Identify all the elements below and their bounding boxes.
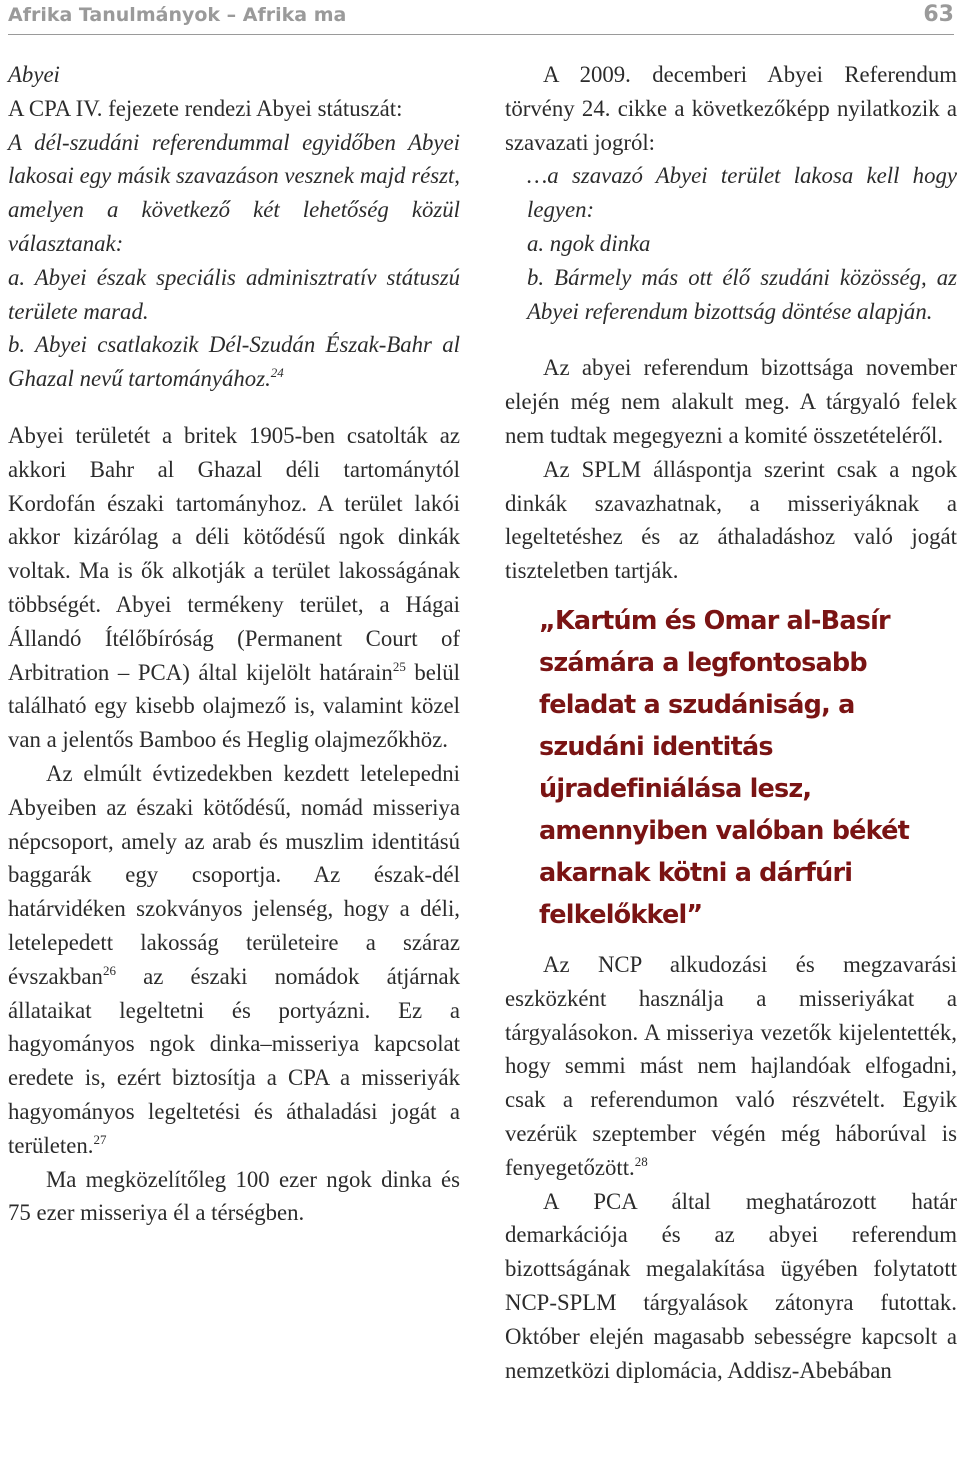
- history-text-2: belül található egy kisebb olajmező is, valamint közel van a jelentős Bamboo és Heglig olajmezőkhöz.: [8, 659, 460, 753]
- right-column: [505, 58, 957, 1387]
- body-paragraph-misseriya: [8, 757, 460, 1163]
- page-number: 63: [923, 2, 954, 27]
- box-option-b: [8, 328, 460, 396]
- misseriya-text-2: az északi nomádok átjárnak állataikat legeltetni és portyázni. Ez a hagyományos ngok dinka–misseriya kapcsolat eredete is, ezért biztosítja a CPA a misseriyák hagyományos legeltetési és áthaladási jogát a területen.: [8, 963, 460, 1158]
- ncp-text: Az NCP alkudozási és megzavarási eszközként használja a misseriyákat a tárgyalásokon. A misseriya vezetők kijelentették, hogy semmi mást nem hajlandóak elfogadni, csak a referendumon való részvételt. Egyik vezérük szeptember végén még háborúval is fenyegetőzött.: [505, 951, 957, 1180]
- journal-title: Afrika Tanulmányok – Afrika ma: [8, 4, 347, 26]
- box-option-a: a. Abyei észak speciális adminisztratív státuszú területe marad.: [8, 264, 460, 324]
- footnote-ref-27: 27: [93, 1131, 107, 1147]
- history-text-1: Abyei területét a britek 1905-ben csatolták az akkori Bahr al Ghazal déli tartománytól Kordofán északi tartományhoz. A terület lakói akkor kizárólag a déli kötődésű ngok dinkák voltak. Ma is ők alkotják a terület lakosságának többségét. Abyei termékeny terület, a Hágai Állandó Ítélőbíróság (Permanent Court of Arbitration – PCA) által kijelölt határain: [8, 422, 460, 685]
- law-intro: A 2009. decemberi Abyei Referendum törvény 24. cikke a következőképp nyilatkozik a szavazati jogról:: [505, 62, 957, 155]
- left-column: [8, 58, 460, 1230]
- footnote-ref-28: 28: [634, 1153, 648, 1169]
- footnote-ref-25: 25: [392, 658, 406, 674]
- box-option-b-text: b. Abyei csatlakozik Dél-Szudán Észak-Bahr al Ghazal nevű tartományához.: [8, 332, 460, 392]
- footnote-ref-26: 26: [102, 962, 116, 978]
- body-paragraph-history: [8, 419, 460, 757]
- law-quote: …a szavazó Abyei terület lakosa kell hogy legyen:: [527, 163, 957, 223]
- footnote-ref-24: 24: [270, 365, 284, 381]
- body-paragraph-committee: Az abyei referendum bizottsága november elején még nem alakult meg. A tárgyaló felek nem tudtak megegyezni a komité összetételéről.: [505, 355, 957, 448]
- misseriya-text-1: Az elmúlt évtizedekben kezdett letelepedni Abyeiben az északi kötődésű, nomád misseriya népcsoport, amely az arab és muszlim identitású baggarák egy csoportja. Az észak-dél határvidéken szokványos jelenség, hogy a déli, letelepedett lakosság területeire a száraz évszakban: [8, 760, 460, 989]
- pull-quote: „Kartúm és Omar al-Basír számára a legfontosabb feladat a szudániság, a szudáni identitás újradefiniálása lesz, amennyiben valóban békét akarnak kötni a dárfúri felkelőkkel”: [539, 605, 910, 930]
- box-quote: A dél-szudáni referendummal egyidőben Abyei lakosai egy másik szavazáson vesznek majd részt, amelyen a következő két lehetőség közül választanak:: [8, 129, 460, 256]
- law-option-b: b. Bármely más ott élő szudáni közösség, az Abyei referendum bizottság döntése alapján.: [527, 264, 957, 324]
- body-paragraph-population: Ma megközelítőleg 100 ezer ngok dinka és 75 ezer misseriya él a térségben.: [8, 1166, 460, 1226]
- law-option-a: a. ngok dinka: [527, 230, 651, 256]
- box-intro: A CPA IV. fejezete rendezi Abyei státuszát:: [8, 95, 403, 121]
- box-heading: Abyei: [8, 62, 60, 87]
- body-paragraph-pca: A PCA által meghatározott határ demarkációja és az abyei referendum bizottságának megalakítása ügyében folytatott NCP-SPLM tárgyalások zátonyra futottak. Október elején magasabb sebességre kapcsolt a nemzetközi diplomácia, Addisz-Abebában: [505, 1188, 957, 1383]
- body-paragraph-splm: Az SPLM álláspontja szerint csak a ngok dinkák szavazhatnak, a misseriyáknak a legeltetéshez és az áthaladáshoz való jogát tiszteletben tartják.: [505, 456, 957, 584]
- body-paragraph-ncp: [505, 948, 957, 1185]
- running-header: [8, 0, 954, 35]
